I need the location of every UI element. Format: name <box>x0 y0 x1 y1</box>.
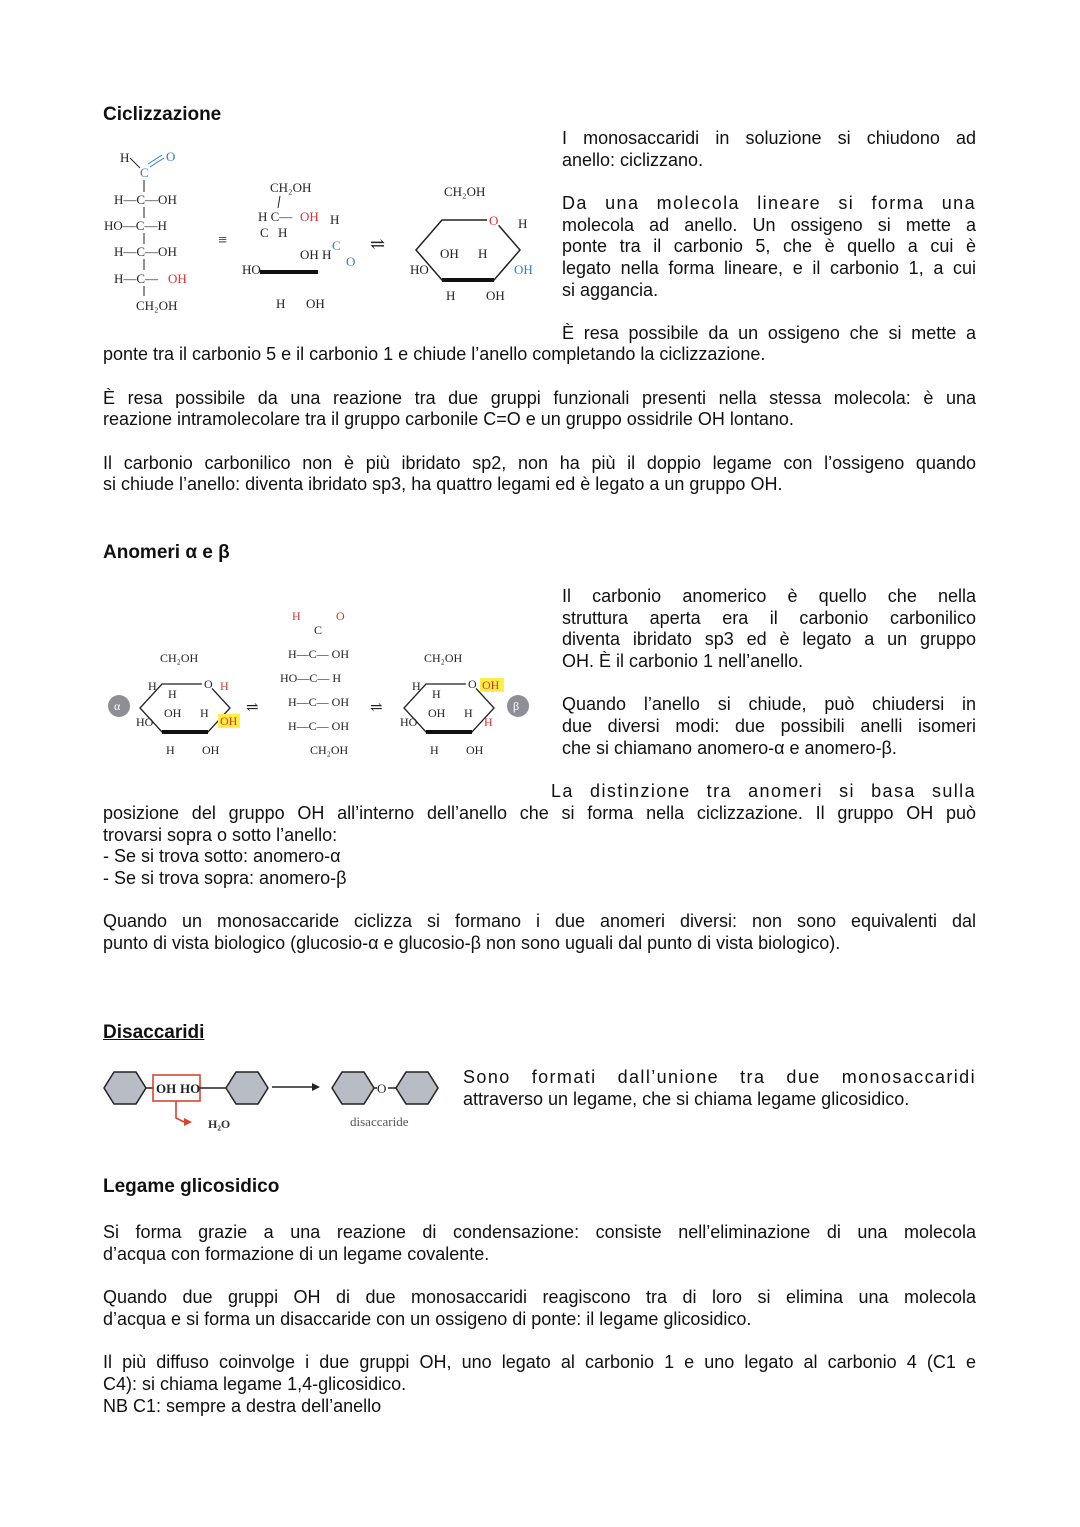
text-line: È resa possibile da una reazione tra due gruppi funzionali presenti nella stessa molecola: è una <box>103 387 976 408</box>
svg-text:CH₂OH: CH₂OH <box>444 184 486 199</box>
monosaccharide-hexagon <box>226 1072 268 1104</box>
text-line: diventa ibridato sp3 ed è legato a un gruppo <box>562 629 976 650</box>
svg-text:CH₂OH: CH₂OH <box>310 743 349 757</box>
text-line: Si forma grazie a una reazione di condensazione: consiste nell’eliminazione di una molecola <box>103 1222 976 1242</box>
text-line: Quando un monosaccaride ciclizza si formano i due anomeri diversi: non sono equivalenti dal <box>103 911 976 932</box>
anomers-paragraphs <box>103 803 976 955</box>
text-line: Il carbonio anomerico è quello che nella <box>562 586 976 606</box>
ho-label: HO <box>180 1081 201 1096</box>
svg-text:H: H <box>518 216 528 231</box>
glycosidic-paragraphs <box>103 1222 976 1417</box>
svg-text:CH₂OH: CH₂OH <box>136 298 178 313</box>
text-line: È resa possibile da un ossigeno che si mette a <box>562 323 976 344</box>
svg-text:H C—: H C— <box>258 209 293 224</box>
svg-text:OH: OH <box>482 678 500 692</box>
text-line: La distinzione tra anomeri si basa sulla <box>551 781 976 801</box>
svg-text:C: C <box>314 623 323 637</box>
svg-text:H: H <box>484 715 493 729</box>
svg-text:OH: OH <box>428 706 446 720</box>
svg-text:H: H <box>464 706 473 720</box>
oh-label: OH <box>156 1081 177 1096</box>
svg-text:H: H <box>432 687 441 701</box>
text-line: d’acqua con formazione di un legame covalente. <box>103 1243 490 1264</box>
svg-text:OH: OH <box>300 209 319 224</box>
svg-text:H: H <box>322 247 332 262</box>
svg-text:H: H <box>168 687 177 701</box>
svg-text:≡: ≡ <box>218 232 228 249</box>
text-line: ponte tra il carbonio 5, che è quello a cui è <box>562 236 976 257</box>
disaccharide-caption: disaccaride <box>350 1114 409 1129</box>
svg-text:O: O <box>489 213 499 228</box>
disaccharides-side-text <box>463 1067 976 1110</box>
svg-text:OH: OH <box>486 288 505 303</box>
monosaccharide-hexagon <box>104 1072 146 1104</box>
svg-text:CH₂OH: CH₂OH <box>424 651 463 665</box>
water-label: H₂O <box>208 1117 231 1131</box>
cyclization-paragraphs <box>103 344 976 496</box>
bullet-item: - Se si trova sotto: anomero-α <box>103 846 341 867</box>
text-line: Sono formati dall’unione tra due monosaccaridi <box>463 1067 976 1087</box>
section-heading-legame-glicosidico: Legame glicosidico <box>103 1176 280 1197</box>
disaccharide-diagram <box>100 1062 445 1138</box>
text-line: Il carbonio carbonilico non è più ibridato sp2, non ha più il doppio legame con l’ossigeno quando <box>103 452 976 473</box>
svg-text:H—C—: H—C— <box>114 271 159 286</box>
svg-text:H: H <box>276 296 286 311</box>
monosaccharide-hexagon <box>396 1072 438 1104</box>
text-line: I monosaccaridi in soluzione si chiudono ad <box>562 128 976 148</box>
svg-text:H: H <box>430 743 439 757</box>
text-line: trovarsi sopra o sotto l’anello: <box>103 824 338 845</box>
text-line: Quando due gruppi OH di due monosaccaridi reagiscono tra di loro si elimina una molecola <box>103 1287 976 1308</box>
text-line: legato nella forma lineare, e il carbonio 1, a cui <box>562 257 976 278</box>
svg-text:H: H <box>446 288 456 303</box>
svg-text:HO: HO <box>400 715 418 729</box>
svg-text:OH: OH <box>202 743 220 757</box>
svg-text:H—C—OH: H—C—OH <box>114 192 177 207</box>
alpha-label: α <box>114 699 121 713</box>
beta-label: β <box>513 699 520 713</box>
svg-text:OH: OH <box>220 714 238 728</box>
text-line: ponte tra il carbonio 5 e il carbonio 1 e chiude l’anello completando la ciclizzazione. <box>103 344 766 364</box>
svg-text:OH: OH <box>514 262 533 277</box>
svg-text:H—C— OH: H—C— OH <box>288 695 350 709</box>
svg-text:HO: HO <box>136 715 154 729</box>
text-line: punto di vista biologico (glucosio-α e glucosio-β non sono uguali dal punto di vista biologico). <box>103 932 841 953</box>
svg-text:H: H <box>292 609 301 623</box>
svg-text:⇌: ⇌ <box>370 700 383 716</box>
svg-text:H: H <box>120 150 130 165</box>
svg-text:O: O <box>166 149 176 164</box>
svg-text:H—C—OH: H—C—OH <box>114 244 177 259</box>
svg-text:H: H <box>220 679 229 693</box>
text-line: si aggancia. <box>562 279 659 300</box>
text-line: si chiude l’anello: diventa ibridato sp3, ha quattro legami ed è legato a un gruppo OH. <box>103 474 783 495</box>
text-line: molecola ad anello. Un ossigeno si mette a <box>562 214 976 235</box>
text-line: NB C1: sempre a destra dell’anello <box>103 1395 382 1416</box>
svg-text:H—C— OH: H—C— OH <box>288 719 350 733</box>
svg-text:OH: OH <box>168 271 187 286</box>
svg-text:⇌: ⇌ <box>370 234 386 254</box>
section-heading-anomeri: Anomeri α e β <box>103 542 230 563</box>
svg-text:CH₂OH: CH₂OH <box>270 180 312 195</box>
text-line: attraverso un legame, che si chiama legame glicosidico. <box>463 1088 910 1109</box>
cyclization-diagram <box>100 140 550 320</box>
svg-text:HO—C— H: HO—C— H <box>280 671 342 685</box>
text-line: reazione intramolecolare tra il gruppo carbonile C=O e un gruppo ossidrile OH lontano. <box>103 409 794 430</box>
svg-text:C: C <box>140 165 149 180</box>
anomers-diagram <box>100 600 550 770</box>
svg-text:OH: OH <box>440 246 459 261</box>
monosaccharide-hexagon <box>332 1072 374 1104</box>
svg-text:C: C <box>332 238 341 253</box>
text-line: anello: ciclizzano. <box>562 149 704 170</box>
text-line: Da una molecola lineare si forma una <box>562 193 976 214</box>
text-line: C4): si chiama legame 1,4-glicosidico. <box>103 1373 407 1394</box>
text-line: OH. È il carbonio 1 nell’anello. <box>562 650 804 671</box>
svg-text:H—C— OH: H—C— OH <box>288 647 350 661</box>
text-line: Il più diffuso coinvolge i due gruppi OH, uno legato al carbonio 1 e uno legato al carbonio 4 (C1 e <box>103 1352 976 1373</box>
svg-text:⇌: ⇌ <box>246 700 259 716</box>
section-heading-disaccaridi: Disaccaridi <box>103 1022 205 1043</box>
svg-text:O: O <box>336 609 345 623</box>
text-line: Quando l’anello si chiude, può chiudersi in <box>562 694 976 715</box>
svg-text:OH: OH <box>466 743 484 757</box>
svg-text:H: H <box>278 225 288 240</box>
text-line: posizione del gruppo OH all’interno dell’anello che si forma nella ciclizzazione. Il gruppo OH può <box>103 803 976 823</box>
svg-text:O: O <box>204 677 213 691</box>
svg-text:C: C <box>260 225 269 240</box>
text-line: struttura aperta era il carbonio carbonilico <box>562 607 976 628</box>
svg-text:O: O <box>346 254 356 269</box>
svg-text:H: H <box>412 679 421 693</box>
svg-text:CH₂OH: CH₂OH <box>160 651 199 665</box>
bullet-item: - Se si trova sopra: anomero-β <box>103 867 347 888</box>
svg-text:H: H <box>148 679 157 693</box>
svg-text:OH: OH <box>306 296 325 311</box>
text-line: che si chiamano anomero-α e anomero-β. <box>562 737 897 758</box>
svg-text:HO—C—H: HO—C—H <box>104 218 167 233</box>
svg-text:H: H <box>200 706 209 720</box>
svg-text:HO: HO <box>410 262 429 277</box>
bridge-o-label: O <box>377 1081 387 1096</box>
section-heading-ciclizzazione: Ciclizzazione <box>103 104 222 125</box>
text-line: due diversi modi: due possibili anelli isomeri <box>562 715 976 736</box>
svg-text:O: O <box>468 677 477 691</box>
svg-text:H: H <box>166 743 175 757</box>
cyclization-side-text <box>562 128 976 345</box>
svg-text:OH: OH <box>300 247 319 262</box>
svg-text:H: H <box>330 212 340 227</box>
svg-text:OH: OH <box>164 706 182 720</box>
arrow-icon <box>312 1083 320 1091</box>
text-line: d’acqua e si forma un disaccaride con un ossigeno di ponte: il legame glicosidico. <box>103 1308 752 1329</box>
svg-text:H: H <box>478 246 488 261</box>
svg-text:HO: HO <box>242 262 261 277</box>
anomers-side-text <box>562 586 976 759</box>
